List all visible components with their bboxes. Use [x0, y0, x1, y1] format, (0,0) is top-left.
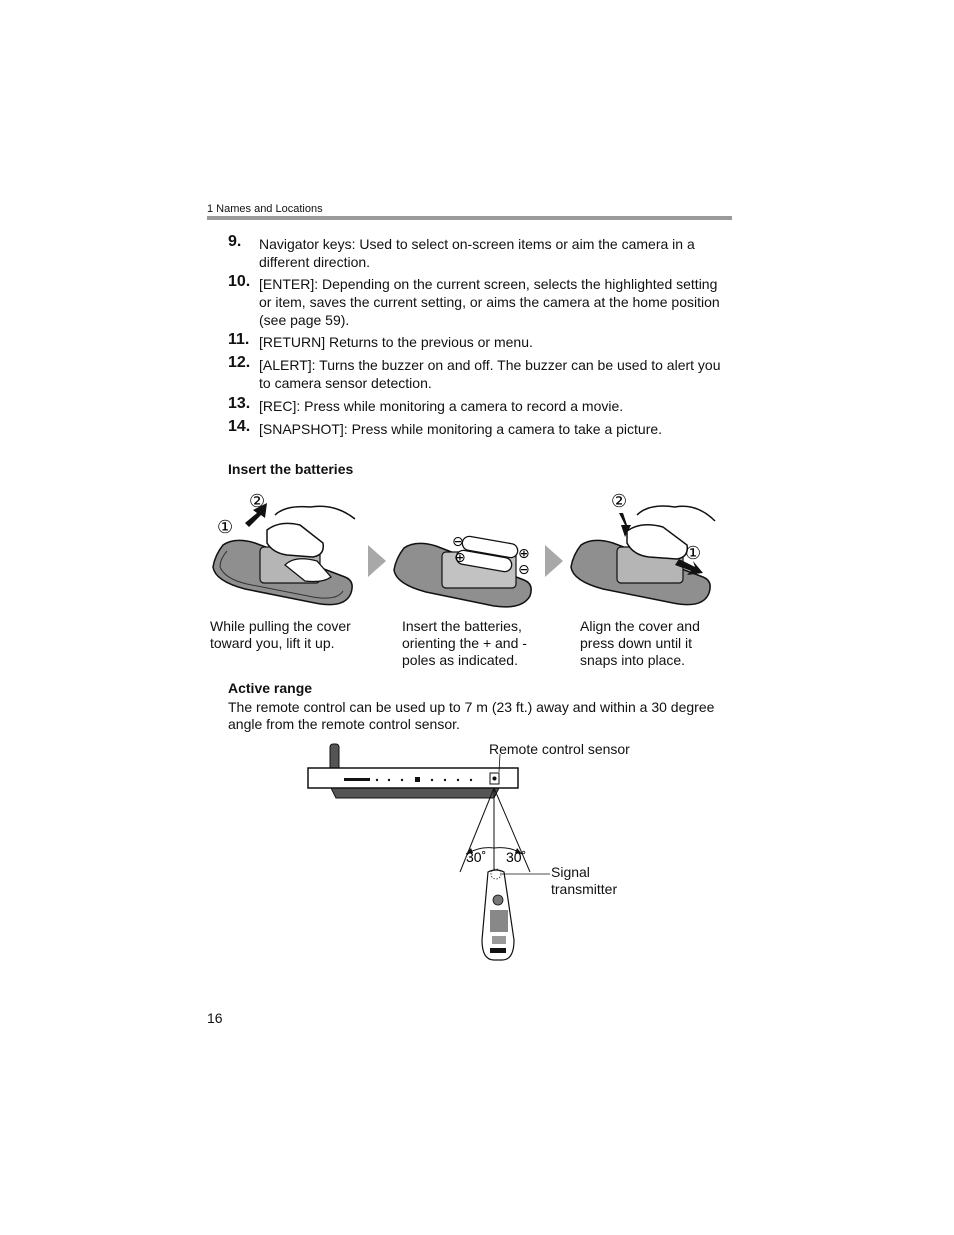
step2-caption: Insert the batteries, orienting the + and - poles as indicated.	[402, 618, 527, 668]
item-number: 9.	[228, 233, 242, 250]
item-text: [ENTER]: Depending on the current screen, selects the highlighted setting or item, saves the current setting, or aims the camera at the home position (see page 59).	[259, 276, 720, 328]
item-text: [REC]: Press while monitoring a camera to record a movie.	[259, 398, 624, 414]
battery-step3-illustration	[567, 485, 727, 610]
step1-caption: While pulling the cover toward you, lift it up.	[210, 618, 351, 651]
transmitter-label-line1: Signal	[551, 864, 590, 880]
item-text: Navigator keys: Used to select on-screen items or aim the camera in a different direction.	[259, 236, 695, 270]
active-range-heading: Active range	[228, 680, 313, 696]
step3-caption: Align the cover and press down until it snaps into place.	[580, 618, 700, 668]
item-text: [SNAPSHOT]: Press while monitoring a camera to take a picture.	[259, 421, 663, 437]
item-number: 10.	[228, 273, 251, 290]
item-text: [RETURN] Returns to the previous or menu.	[259, 334, 533, 350]
batteries-heading: Insert the batteries	[228, 461, 354, 477]
angle-left-label: 30˚	[466, 849, 487, 865]
minus-pole-top: ⊖	[452, 534, 464, 550]
active-range-text: The remote control can be used up to 7 m (23 ft.) away and within a 30 degree angle from the remote control sensor.	[228, 699, 715, 732]
transmitter-label-line2: transmitter	[551, 881, 618, 897]
marker-two: ②	[249, 491, 266, 512]
page-number: 16	[207, 1010, 223, 1026]
item-number: 14.	[228, 418, 251, 435]
marker-one: ①	[217, 517, 234, 538]
marker-two: ②	[611, 491, 628, 512]
header-rule	[207, 216, 732, 220]
minus-pole-bottom: ⊖	[518, 562, 530, 578]
active-range-diagram	[300, 740, 540, 965]
battery-step1-illustration	[205, 485, 365, 610]
arrow-right-icon	[366, 543, 388, 579]
sensor-label: Remote control sensor	[489, 741, 630, 757]
running-header: 1 Names and Locations	[207, 203, 323, 215]
item-number: 11.	[228, 331, 250, 348]
item-text: [ALERT]: Turns the buzzer on and off. The buzzer can be used to alert you to camera sensor detection.	[259, 357, 721, 391]
plus-pole-right: ⊕	[518, 546, 530, 562]
marker-one: ①	[685, 543, 702, 564]
plus-pole-left: ⊕	[454, 550, 466, 566]
item-number: 12.	[228, 354, 251, 371]
battery-step2-illustration	[390, 530, 540, 612]
item-number: 13.	[228, 395, 251, 412]
angle-right-label: 30˚	[506, 849, 527, 865]
arrow-right-icon	[543, 543, 565, 579]
